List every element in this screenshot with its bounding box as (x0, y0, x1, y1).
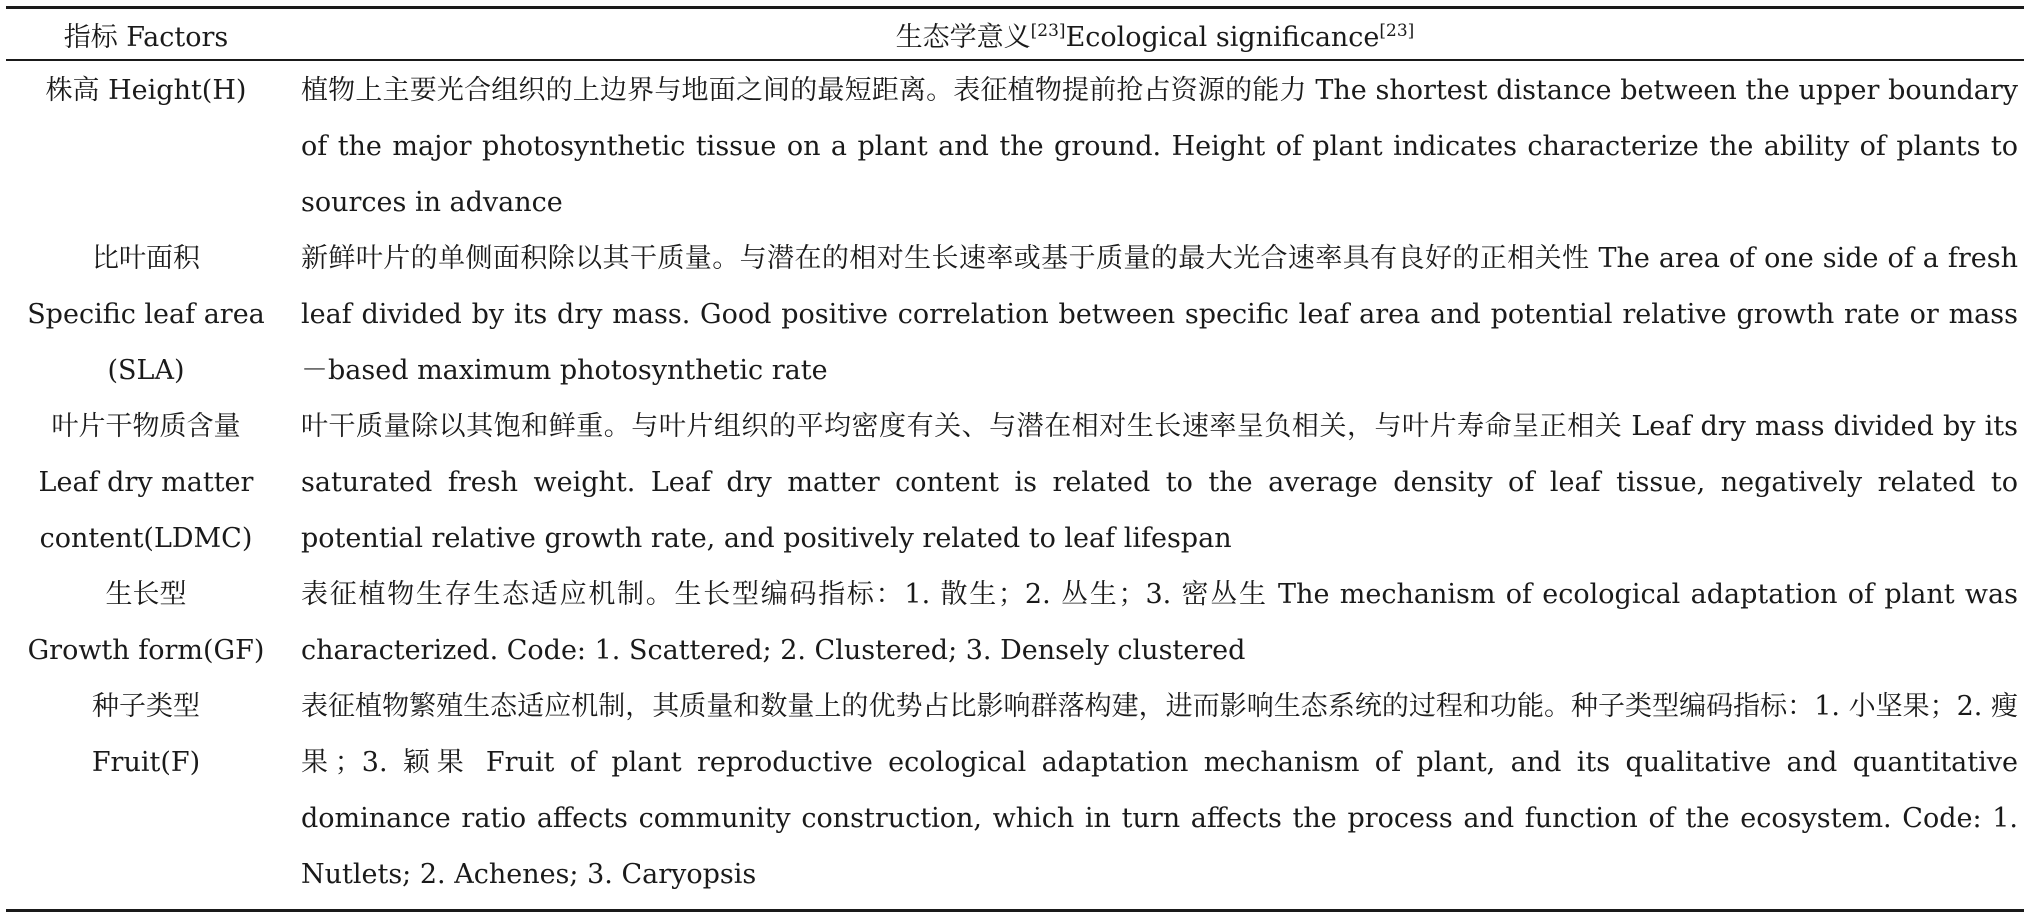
table-row-growth-form (6, 567, 2024, 679)
table-row-sla (6, 231, 2024, 399)
header-significance (286, 15, 2024, 54)
factor-line: (SLA) (107, 355, 185, 386)
header-ref-2: [23] (1379, 20, 1415, 41)
factor-cell (6, 63, 286, 231)
factor-cell (6, 567, 286, 679)
factor-line: Fruit(F) (91, 747, 201, 778)
significance-cell: 表征植物繁殖生态适应机制，其质量和数量上的优势占比影响群落构建，进而影响生态系统的过程和功能。种子类型编码指标：1. 小坚果；2. 瘦果；3. 颖果 Fruit of plant reproductive ecological adaptation mechanism of plant, and its qualitative and quantitative dominance ratio affects community construction, which in turn affects the process and function of the ecosystem. Code: 1. Nutlets; 2. Achenes; 3. Caryopsis (301, 691, 2018, 890)
table-row-fruit (6, 679, 2024, 903)
table-body (6, 61, 2024, 909)
factor-line: 叶片干物质含量 (51, 411, 241, 442)
table-header (6, 9, 2024, 59)
header-significance-en: Ecological significance (1065, 21, 1380, 53)
table-row-ldmc (6, 399, 2024, 567)
significance-cell: 叶干质量除以其饱和鲜重。与叶片组织的平均密度有关、与潜在相对生长速率呈负相关，与叶片寿命呈正相关 Leaf dry mass divided by its saturated fresh weight. Leaf dry matter content is related to the average density of leaf tissue, negatively related to potential relative growth rate, and positively related to leaf lifespan (301, 411, 2018, 554)
factor-cell (6, 679, 286, 903)
header-significance-zh: 生态学意义 (895, 21, 1031, 53)
header-ref-1: [23] (1030, 20, 1066, 41)
factor-line: 生长型 (105, 579, 187, 610)
significance-cell: 表征植物生存生态适应机制。生长型编码指标：1. 散生；2. 丛生；3. 密丛生 The mechanism of ecological adaptation of plant was characterized. Code: 1. Scattered; 2. Clustered; 3. Densely clustered (301, 579, 2018, 666)
ecological-traits-table (6, 6, 2024, 912)
significance-cell: 新鲜叶片的单侧面积除以其干质量。与潜在的相对生长速率或基于质量的最大光合速率具有良好的正相关性 The area of one side of a fresh leaf divided by its dry mass. Good positive correlation between specific leaf area and potential relative growth rate or mass－based maximum photosynthetic rate (301, 243, 2018, 386)
factor-line: 种子类型 (92, 691, 200, 722)
significance-cell: 植物上主要光合组织的上边界与地面之间的最短距离。表征植物提前抢占资源的能力 The shortest distance between the upper boundary of the major photosynthetic tissue on a plant and the ground. Height of plant indicates characterize the ability of plants to sources in advance (301, 75, 2018, 218)
factor-cell (6, 399, 286, 567)
factor-line: 比叶面积 (92, 243, 200, 274)
factor-line: Growth form(GF) (27, 635, 265, 666)
factor-line: Specific leaf area (27, 299, 265, 330)
factor-line: 株高 Height(H) (45, 75, 247, 106)
table-row-height (6, 63, 2024, 231)
header-factors: 指标 Factors (63, 21, 229, 53)
factor-line: Leaf dry matter (38, 467, 254, 498)
factor-cell (6, 231, 286, 399)
factor-line: content(LDMC) (39, 523, 253, 554)
